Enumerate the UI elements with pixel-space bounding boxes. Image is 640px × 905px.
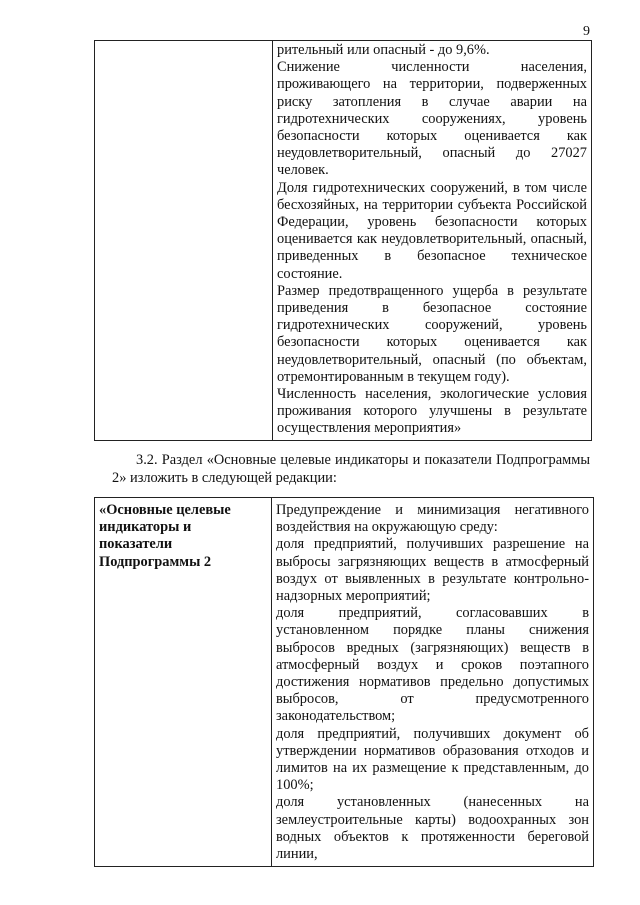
- paragraph: доля предприятий, получивших разрешение на выбросы загрязняющих веществ в атмосферный воздух от выявленных в результате контрольно-надзорных мероприятий;: [276, 536, 589, 605]
- table-cell-empty: [95, 41, 273, 441]
- paragraph: Снижение численности населения, проживающего на территории, подверженных риску затопления в случае аварии на гидротехнических сооружениях, уровень безопасности которых оценивается как неудовлетворительный, опасный до 27027 человек.: [277, 59, 587, 179]
- paragraph: доля предприятий, получивших документ об утверждении нормативов образования отходов и лимитов на их размещение к представленным, до 100%;: [276, 725, 589, 794]
- paragraph: Предупреждение и минимизация негативного воздействия на окружающую среду:: [276, 502, 589, 536]
- paragraph: Размер предотвращенного ущерба в результате приведения в безопасное состояние гидротехнических сооружений, уровень безопасности которых оценивается как неудовлетворительный, опасный (по объектам, отремонтированным в текущем году).: [277, 282, 587, 385]
- paragraph: рительный или опасный - до 9,6%.: [277, 42, 490, 58]
- paragraph: Численность населения, экологические условия проживания которого улучшены в результате осуществления мероприятия»: [277, 386, 587, 437]
- paragraph: доля установленных (нанесенных на землеустроительные карты) водоохранных зон водных объектов к протяженности береговой линии,: [276, 794, 589, 863]
- paragraph: доля предприятий, согласовавших в установленном порядке планы снижения выбросов вредных (загрязняющих) веществ в атмосферный воздух и сроков поэтапного достижения нормативов предельно допустимых выбросов, от предусмотренного законодательством;: [276, 605, 589, 725]
- table-cell-label: «Основные целевые индикаторы и показатели Подпрограммы 2: [95, 498, 272, 867]
- subprogram-2-indicators-table: [94, 497, 594, 867]
- table-row: [95, 41, 592, 441]
- page-number: 9: [583, 24, 590, 39]
- table-cell-indicators: [273, 41, 592, 441]
- indicators-table-continued: [94, 40, 592, 441]
- table-row: [95, 498, 594, 867]
- section-heading: [112, 452, 590, 487]
- paragraph: Доля гидротехнических сооружений, в том числе бесхозяйных, на территории субъекта Российской Федерации, уровень безопасности которых оценивается как неудовлетворительный, опасный, приведенных в безопасное техническое состояние.: [277, 179, 587, 282]
- section-heading-text: 3.2. Раздел «Основные целевые индикаторы и показатели Подпрограммы 2» изложить в следующей редакции:: [112, 452, 590, 486]
- table-cell-indicators: [272, 498, 594, 867]
